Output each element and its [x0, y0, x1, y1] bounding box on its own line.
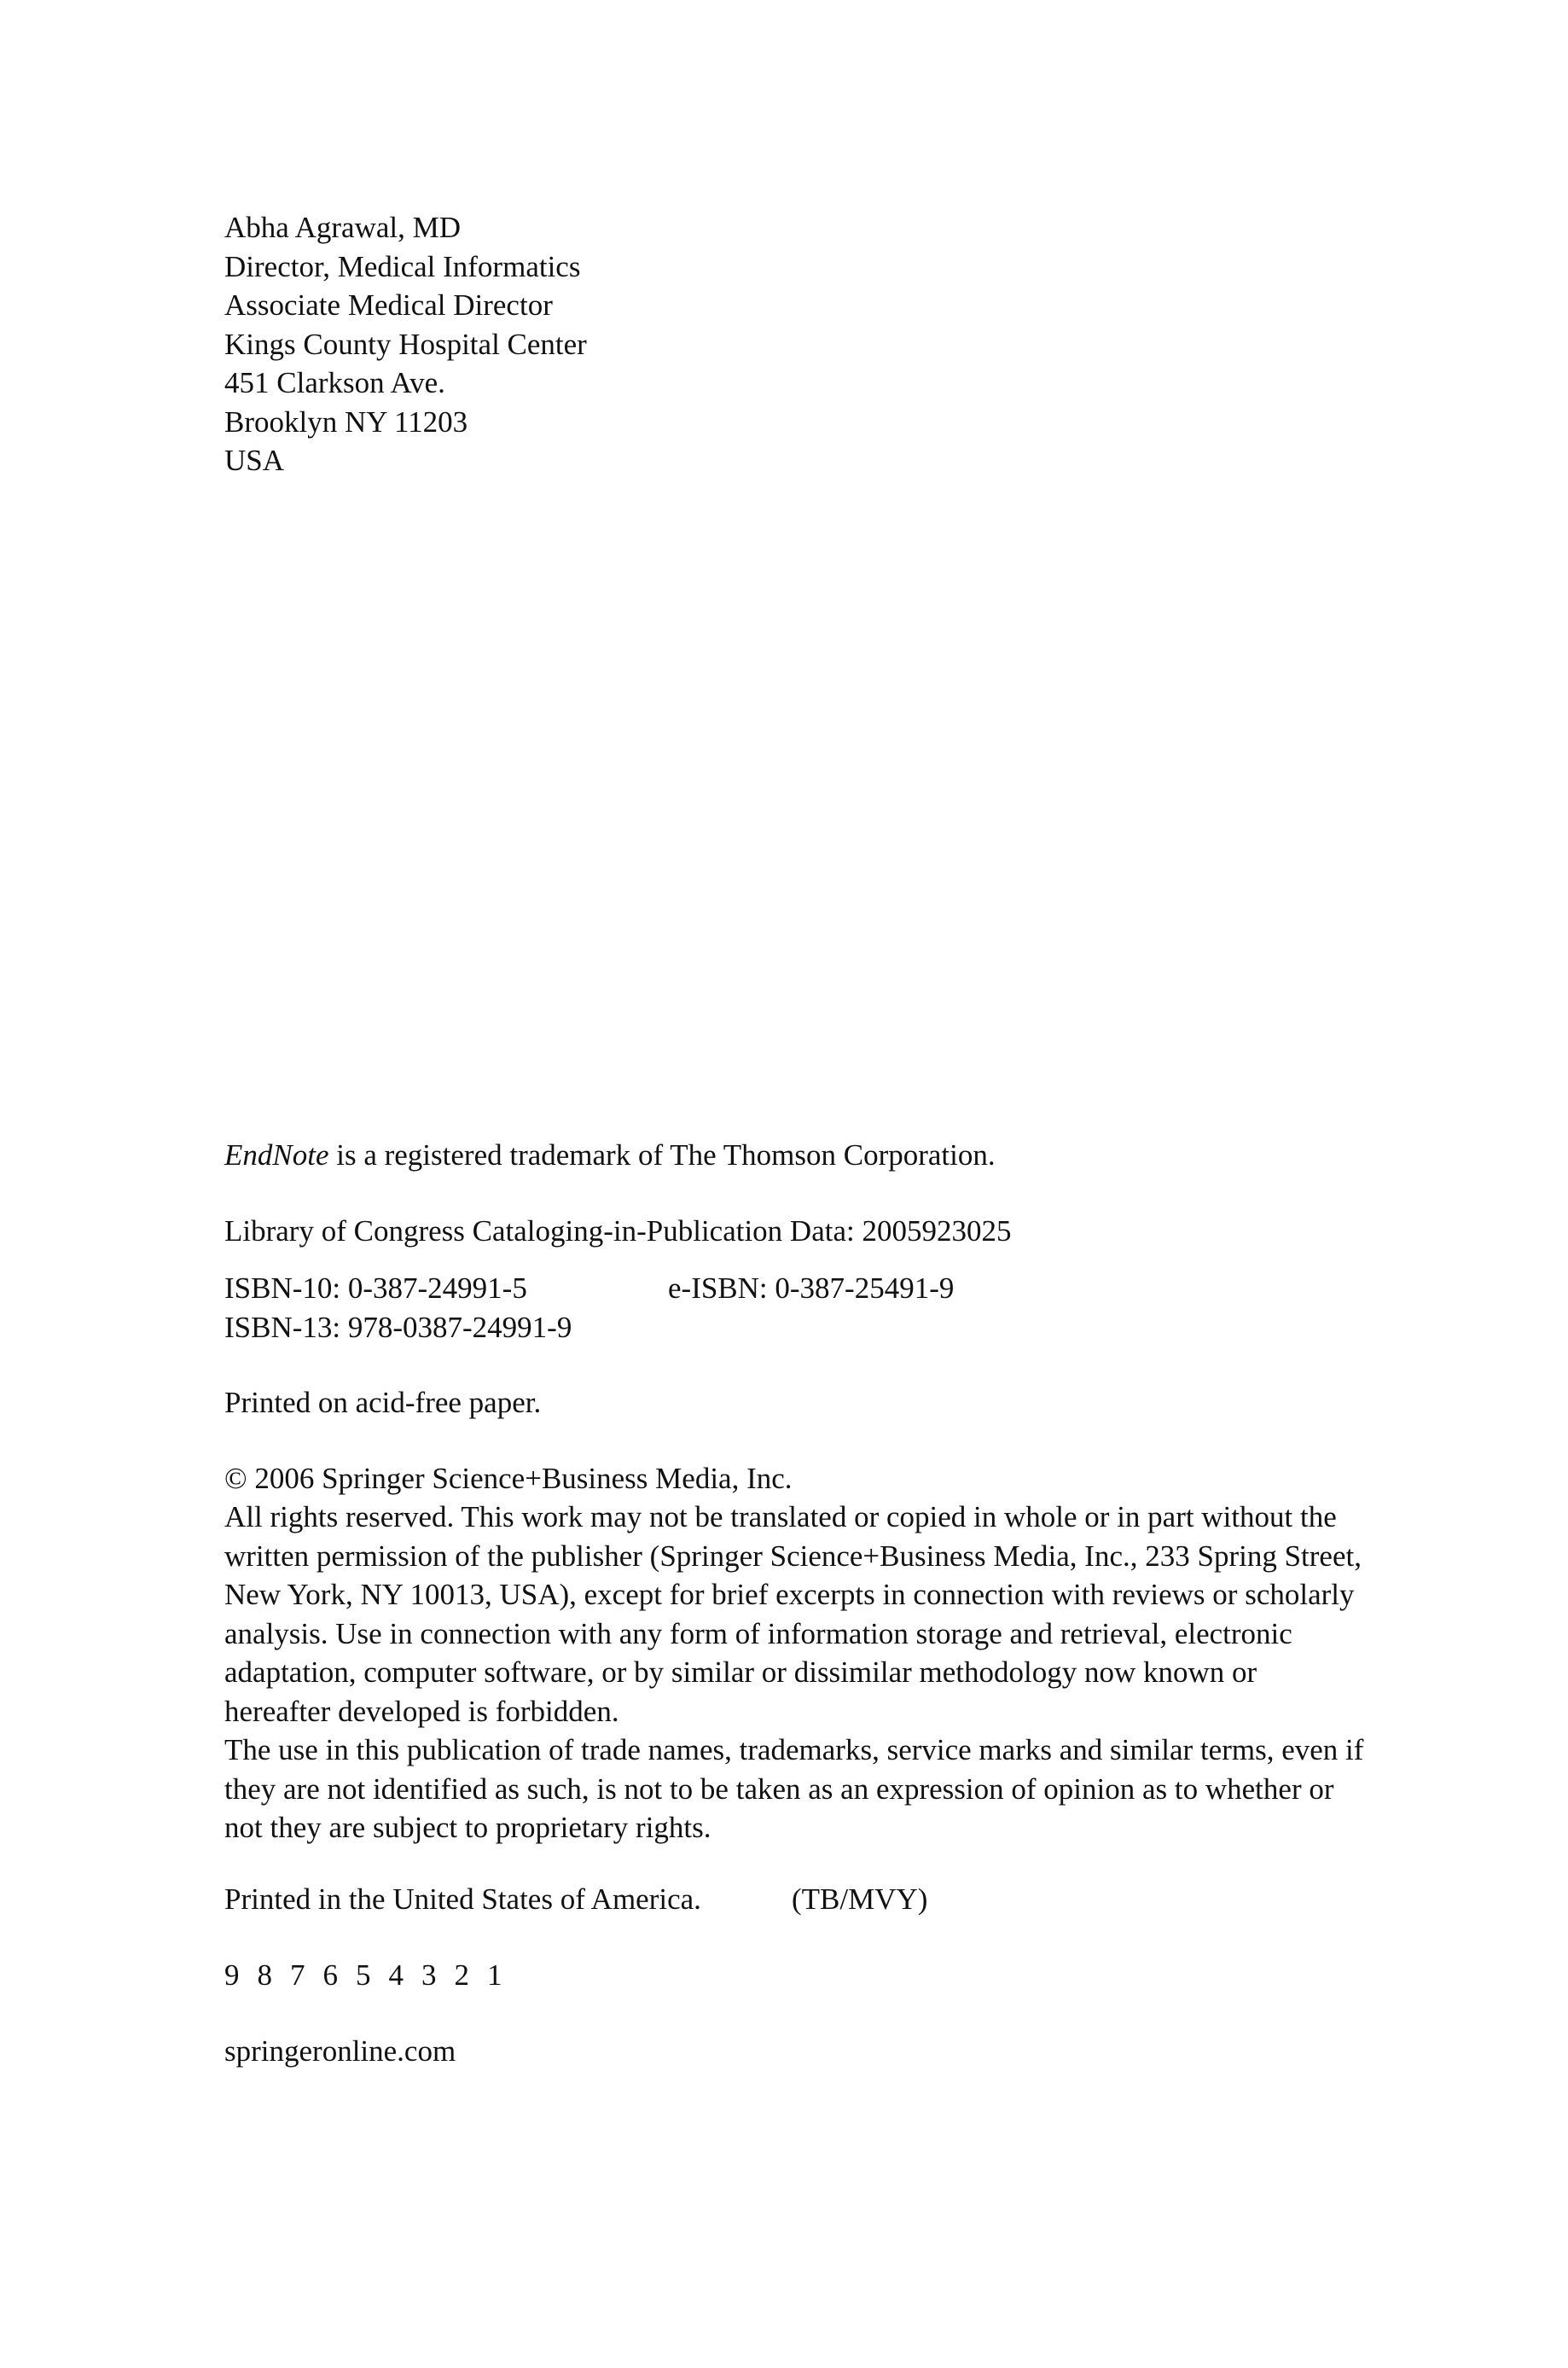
isbn-row-1: [224, 1269, 1419, 1308]
print-run-number: 6: [322, 1958, 338, 1992]
printer-code: (TB/MVY): [792, 1882, 928, 1916]
print-run-number: 4: [388, 1958, 404, 1992]
print-run-numbers: [224, 1956, 520, 1995]
trademark-product-name: EndNote: [224, 1138, 329, 1172]
address-line-title: Director, Medical Informatics: [224, 249, 581, 283]
address-line-country: USA: [224, 444, 285, 477]
printed-in-line: [224, 1880, 1163, 1919]
address-line-name: Abha Agrawal, MD: [224, 211, 462, 244]
rights-paragraph-trade-names: The use in this publication of trade names, trademarks, service marks and similar terms, even if they are not identified as such, is not to be taken as an expression of opinion as to whether or not they are subject to proprietary rights.: [224, 1733, 1364, 1844]
address-line-institution: Kings County Hospital Center: [224, 327, 587, 361]
isbn-row-2: [224, 1308, 1419, 1347]
trademark-text: is a registered trademark of The Thomson Corporation.: [328, 1138, 996, 1172]
acid-free-paper-note: Printed on acid-free paper.: [224, 1386, 542, 1419]
print-run-number: 2: [454, 1958, 469, 1992]
trademark-notice: [224, 1136, 996, 1175]
print-run-number: 9: [224, 1958, 240, 1992]
print-run-number: 3: [421, 1958, 437, 1992]
address-line-role: Associate Medical Director: [224, 288, 553, 322]
print-run-number: 7: [290, 1958, 305, 1992]
rights-statement: [224, 1498, 1368, 1847]
author-address: [224, 208, 587, 480]
address-line-street: 451 Clarkson Ave.: [224, 366, 445, 399]
isbn-block: [224, 1269, 1419, 1347]
copyright-line: © 2006 Springer Science+Business Media, Inc.: [224, 1462, 793, 1495]
address-line-city: Brooklyn NY 11203: [224, 404, 468, 439]
e-isbn: e-ISBN: 0-387-25491-9: [668, 1271, 955, 1305]
printed-in-country: Printed in the United States of America.: [224, 1882, 701, 1916]
publisher-website: springeronline.com: [224, 2034, 456, 2068]
print-run-number: 5: [356, 1958, 371, 1992]
lccn-line: Library of Congress Cataloging-in-Publication Data: 2005923025: [224, 1214, 1012, 1248]
isbn-10: ISBN-10: 0-387-24991-5: [224, 1271, 527, 1305]
print-run-number: 1: [487, 1958, 502, 1992]
print-run-number: 8: [257, 1958, 272, 1992]
isbn-13: ISBN-13: 978-0387-24991-9: [224, 1310, 572, 1344]
rights-paragraph-reserved: All rights reserved. This work may not be translated or copied in whole or in part without the written permission of the publisher (Springer Science+Business Media, Inc., 233 Spring Street, New York, NY 10013, USA), except for brief excerpts in connection with reviews or scholarly analysis. Use in connection with any form of information storage and retrieval, electronic adaptation, computer software, or by similar or dissimilar methodology now known or hereafter developed is forbidden.: [224, 1500, 1362, 1728]
